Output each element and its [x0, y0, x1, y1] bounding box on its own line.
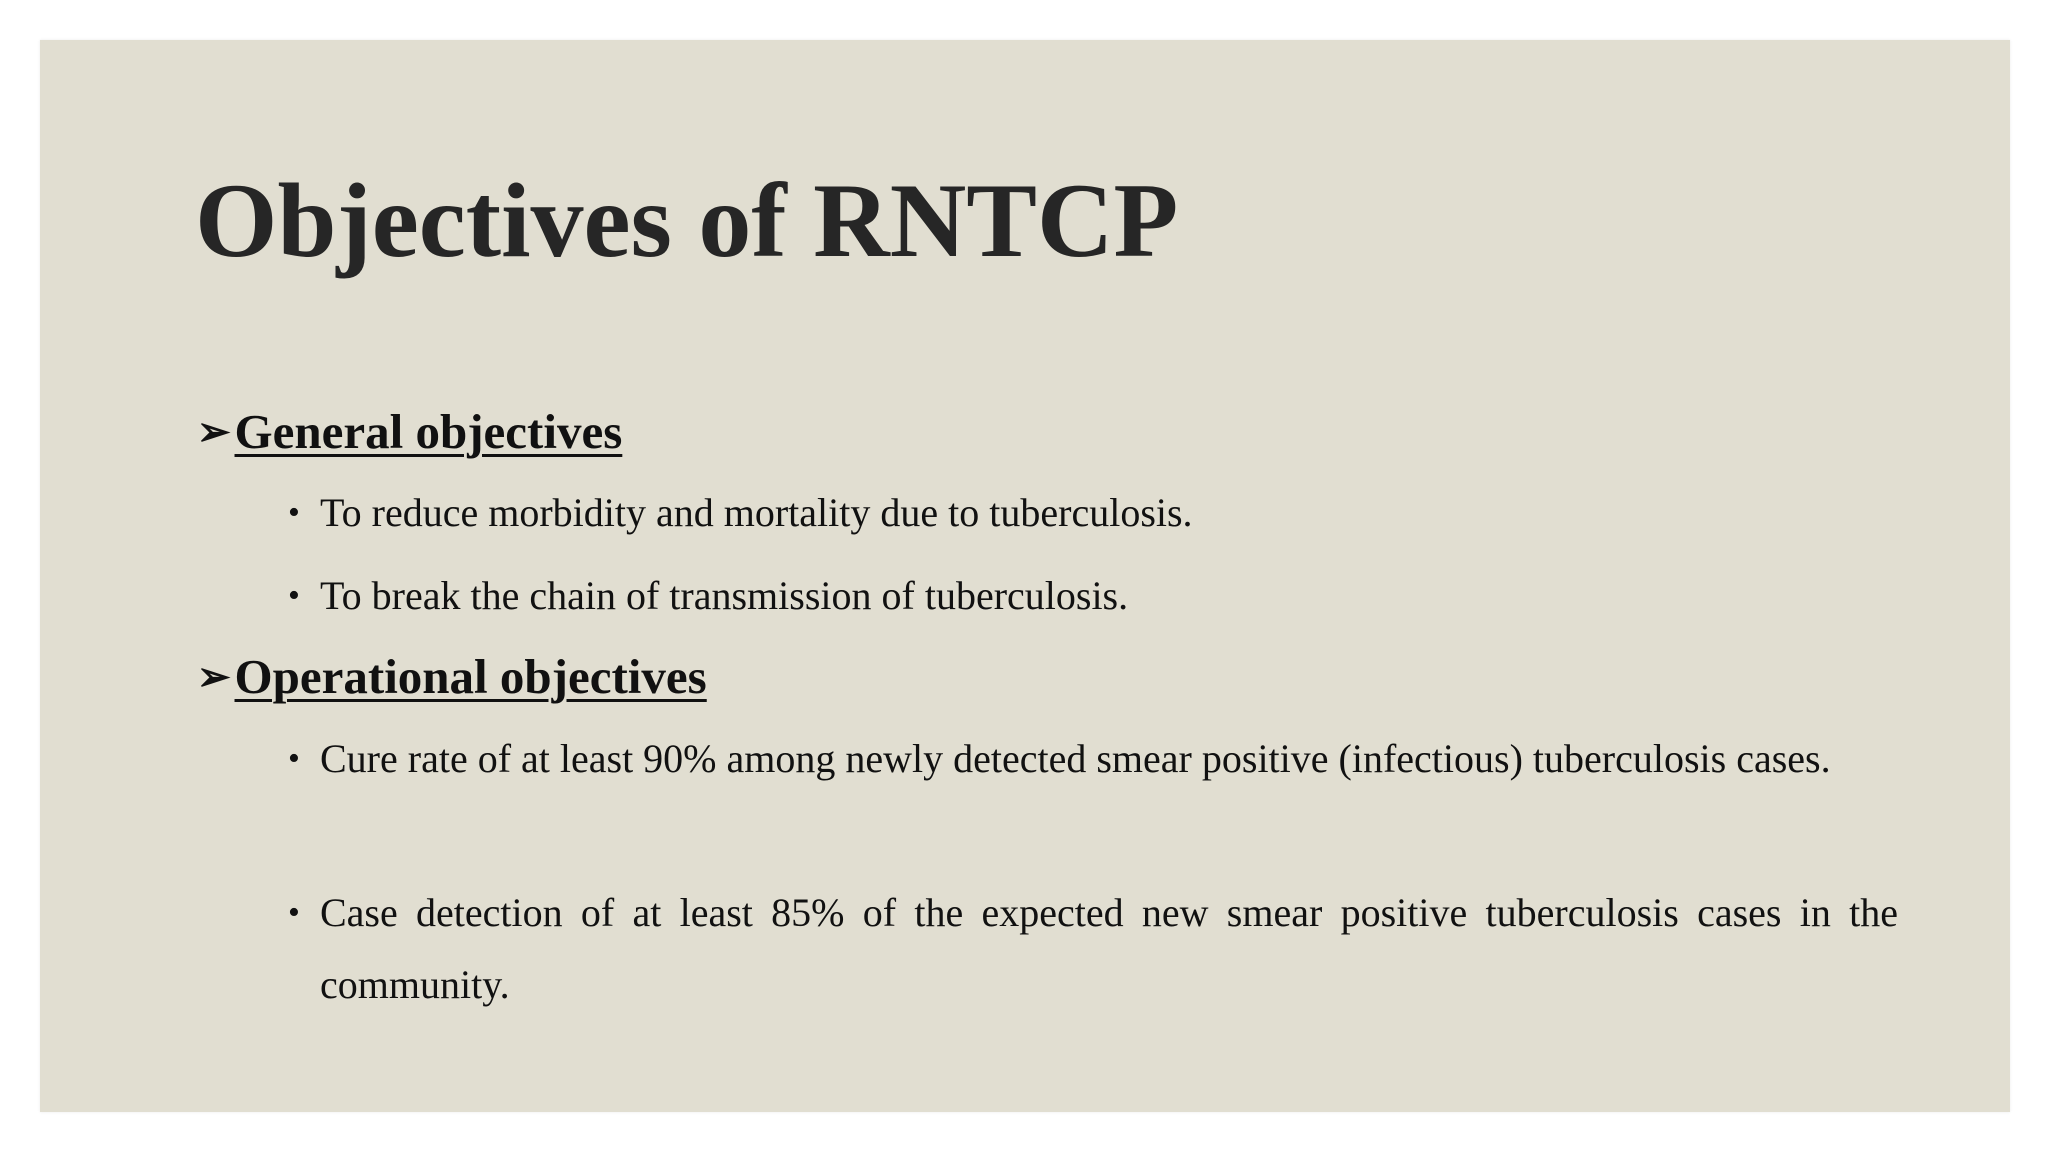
list-item [288, 560, 1898, 632]
slide-title: Objectives of RNTCP [195, 162, 1179, 279]
arrow-bullet-icon: ➢ [197, 409, 231, 454]
bullet-dot-icon: • [288, 894, 300, 931]
list-item [288, 877, 1898, 1021]
section-heading-general [197, 404, 623, 459]
list-item-text: Cure rate of at least 90% among newly detected smear positive (infectious) tuberculosis cases. [320, 736, 1831, 781]
list-item [288, 477, 1898, 549]
list-item-text: To reduce morbidity and mortality due to tuberculosis. [320, 490, 1193, 535]
list-item-text: To break the chain of transmission of tuberculosis. [320, 573, 1129, 618]
list-item-text: Case detection of at least 85% of the expected new smear positive tuberculosis cases in the community. [320, 890, 1898, 1007]
bullet-dot-icon: • [288, 577, 300, 614]
bullet-dot-icon: • [288, 740, 300, 777]
section-heading-label: General objectives [234, 404, 623, 459]
list-item [288, 723, 1898, 795]
section-heading-operational [197, 649, 707, 704]
section-heading-label: Operational objectives [234, 649, 707, 704]
bullet-dot-icon: • [288, 494, 300, 531]
slide [40, 40, 2010, 1112]
arrow-bullet-icon: ➢ [197, 654, 231, 699]
